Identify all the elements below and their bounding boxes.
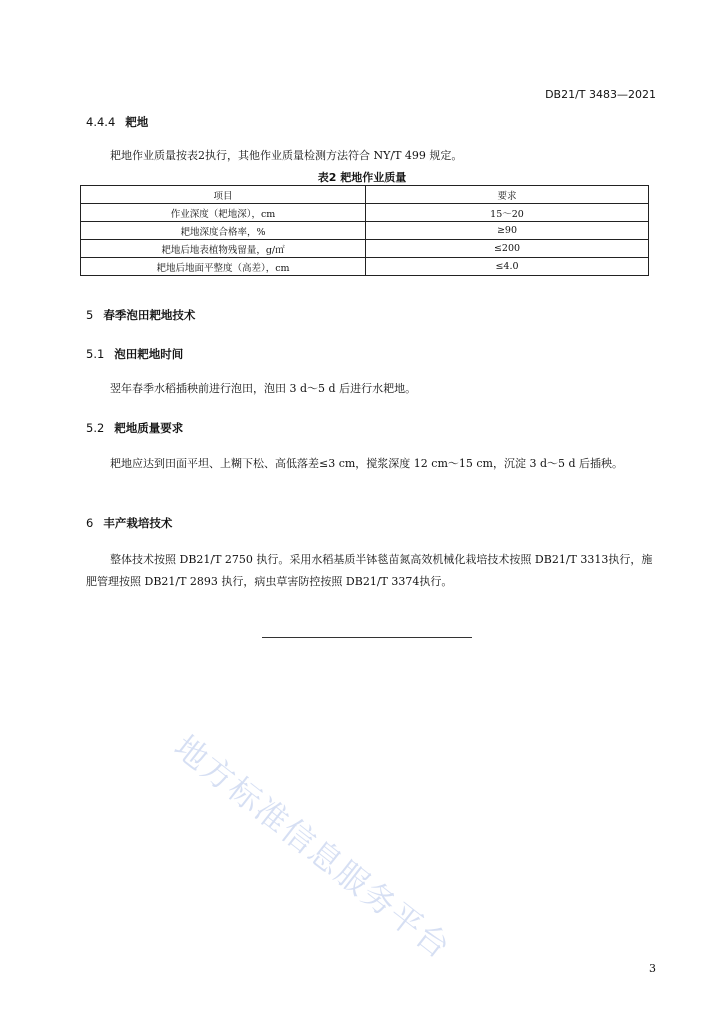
document-code: DB21/T 3483—2021: [545, 88, 656, 101]
cell-item: 作业深度（耙地深），cm: [81, 204, 366, 222]
cell-item: 耙地深度合格率，%: [81, 222, 366, 240]
paragraph-soaking-time: 翌年春季水稻插秧前进行泡田，泡田 3 d～5 d 后进行水耙地。: [110, 382, 417, 395]
table-header-row: [81, 186, 649, 204]
cell-requirement: 15～20: [366, 204, 649, 222]
heading-number: 4.4.4: [86, 115, 116, 129]
heading-title: 丰产栽培技术: [103, 516, 173, 530]
cell-requirement: ≤4.0: [366, 258, 649, 276]
heading-6: [86, 515, 172, 531]
heading-number: 5.2: [86, 421, 105, 435]
table-row: [81, 204, 649, 222]
heading-title: 春季泡田耙地技术: [103, 308, 196, 322]
heading-number: 5: [86, 308, 94, 322]
paragraph-cultivation: 整体技术按照 DB21/T 2750 执行。采用水稻基质半钵毯苗氮高效机械化栽培技术按照 DB21/T 3313执行，施肥管理按照 DB21/T 2893 执行，病虫草害防控按照 DB21/T 3374执行。: [86, 553, 653, 588]
heading-title: 耙地: [125, 115, 149, 129]
heading-5: [86, 307, 195, 323]
paragraph-harrowing-quality: 耙地作业质量按表2执行，其他作业质量检测方法符合 NY/T 499 规定。: [110, 149, 463, 162]
cell-item: 耙地后地表植物残留量，g/㎡: [81, 240, 366, 258]
header-cell-item: 项目: [81, 186, 366, 204]
table-row: [81, 258, 649, 276]
heading-number: 5.1: [86, 347, 105, 361]
heading-4-4-4: [86, 114, 148, 130]
cell-item: 耙地后地面平整度（高差），cm: [81, 258, 366, 276]
heading-5-1: [86, 346, 183, 362]
page-number: 3: [649, 962, 656, 975]
table-caption: 表2 耙地作业质量: [317, 171, 407, 184]
cell-requirement: ≤200: [366, 240, 649, 258]
heading-5-2: [86, 420, 183, 436]
cell-requirement: ≥90: [366, 222, 649, 240]
header-cell-requirement: 要求: [366, 186, 649, 204]
harrowing-quality-table: [80, 185, 649, 276]
paragraph-harrowing-requirements: 耙地应达到田面平坦、上糊下松、高低落差≤3 cm，搅浆深度 12 cm～15 cm，沉淀 3 d～5 d 后插秧。: [110, 457, 624, 470]
heading-title: 泡田耙地时间: [114, 347, 184, 361]
watermark: 地方标准信息服务平台: [167, 727, 459, 967]
table-row: [81, 222, 649, 240]
end-rule: [262, 637, 472, 638]
table-row: [81, 240, 649, 258]
heading-number: 6: [86, 516, 94, 530]
heading-title: 耙地质量要求: [114, 421, 184, 435]
